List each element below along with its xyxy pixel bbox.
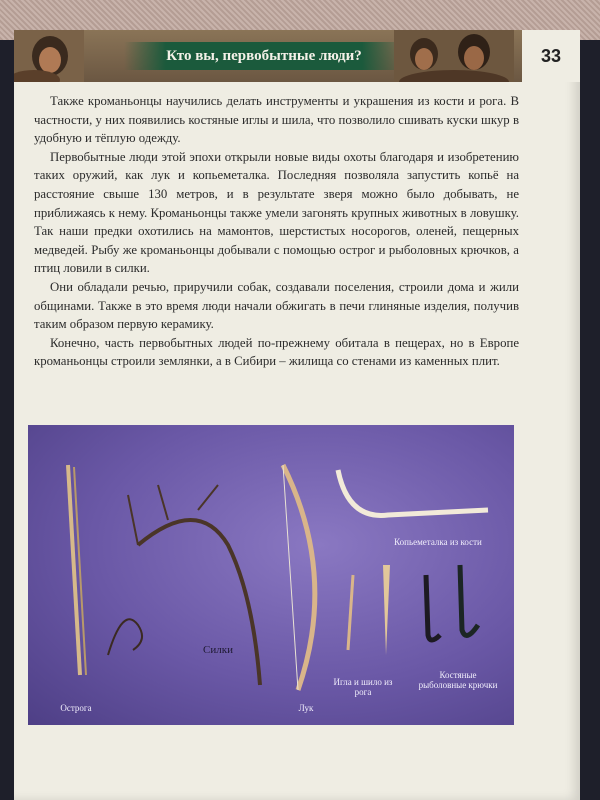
chapter-banner — [124, 42, 404, 70]
paragraph: Конечно, часть первобытных людей по-прежнему обитала в пещерах, но в Европе кроманьонцы строили землянки, а в Сибири – жилища со стенами из каменных плит. — [34, 335, 519, 369]
label-snares: Силки — [203, 644, 233, 656]
book-page — [14, 30, 580, 800]
paragraph: Они обладали речью, приручили собак, создавали поселения, строили дома и жили общинами. Также в это время люди начали обжигать в печи глиняные изделия, получив таким образом первую керамику. — [34, 279, 519, 332]
label-needle-awl: Игла и шило из рога — [333, 677, 393, 697]
paragraph: Первобытные люди этой эпохи открыли новые виды охоты благодаря и изобретению таких оружий, как лук и копьеметалка. Последняя позволяла запустить копьё на расстояние свыше 130 метров, и в результате зверя можно было добывать, не приближаясь к нему. Кроманьонцы также умели загонять крупных животных в ловушку. Так наши предки охотились на мамонтов, шерстистых носорогов, оленей, пещерных медведей. Рыбу же кроманьонцы добывали с помощью острог и рыболовных крючков, а птиц ловили в силки. — [34, 149, 519, 276]
page-number: 33 — [522, 30, 580, 82]
caveman-illustration-right — [394, 30, 514, 82]
prehistoric-tools-photo — [28, 425, 514, 725]
page-header — [14, 30, 580, 82]
paragraph: Также кроманьонцы научились делать инструменты и украшения из кости и рога. В частности, у них появились костяные иглы и шила, что позволило сшивать куски шкур в удобную и тёплую одежду. — [34, 94, 519, 146]
label-bow: Лук — [298, 703, 314, 713]
caveman-illustration-left — [14, 30, 84, 82]
label-harpoon: Острога — [60, 703, 92, 713]
body-text — [34, 92, 519, 371]
label-fish-hooks: Костяные рыболовные крючки — [418, 670, 498, 690]
label-spear-thrower: Копьеметалка из кости — [394, 537, 482, 547]
chapter-title: Кто вы, первобытные люди? — [166, 47, 362, 64]
